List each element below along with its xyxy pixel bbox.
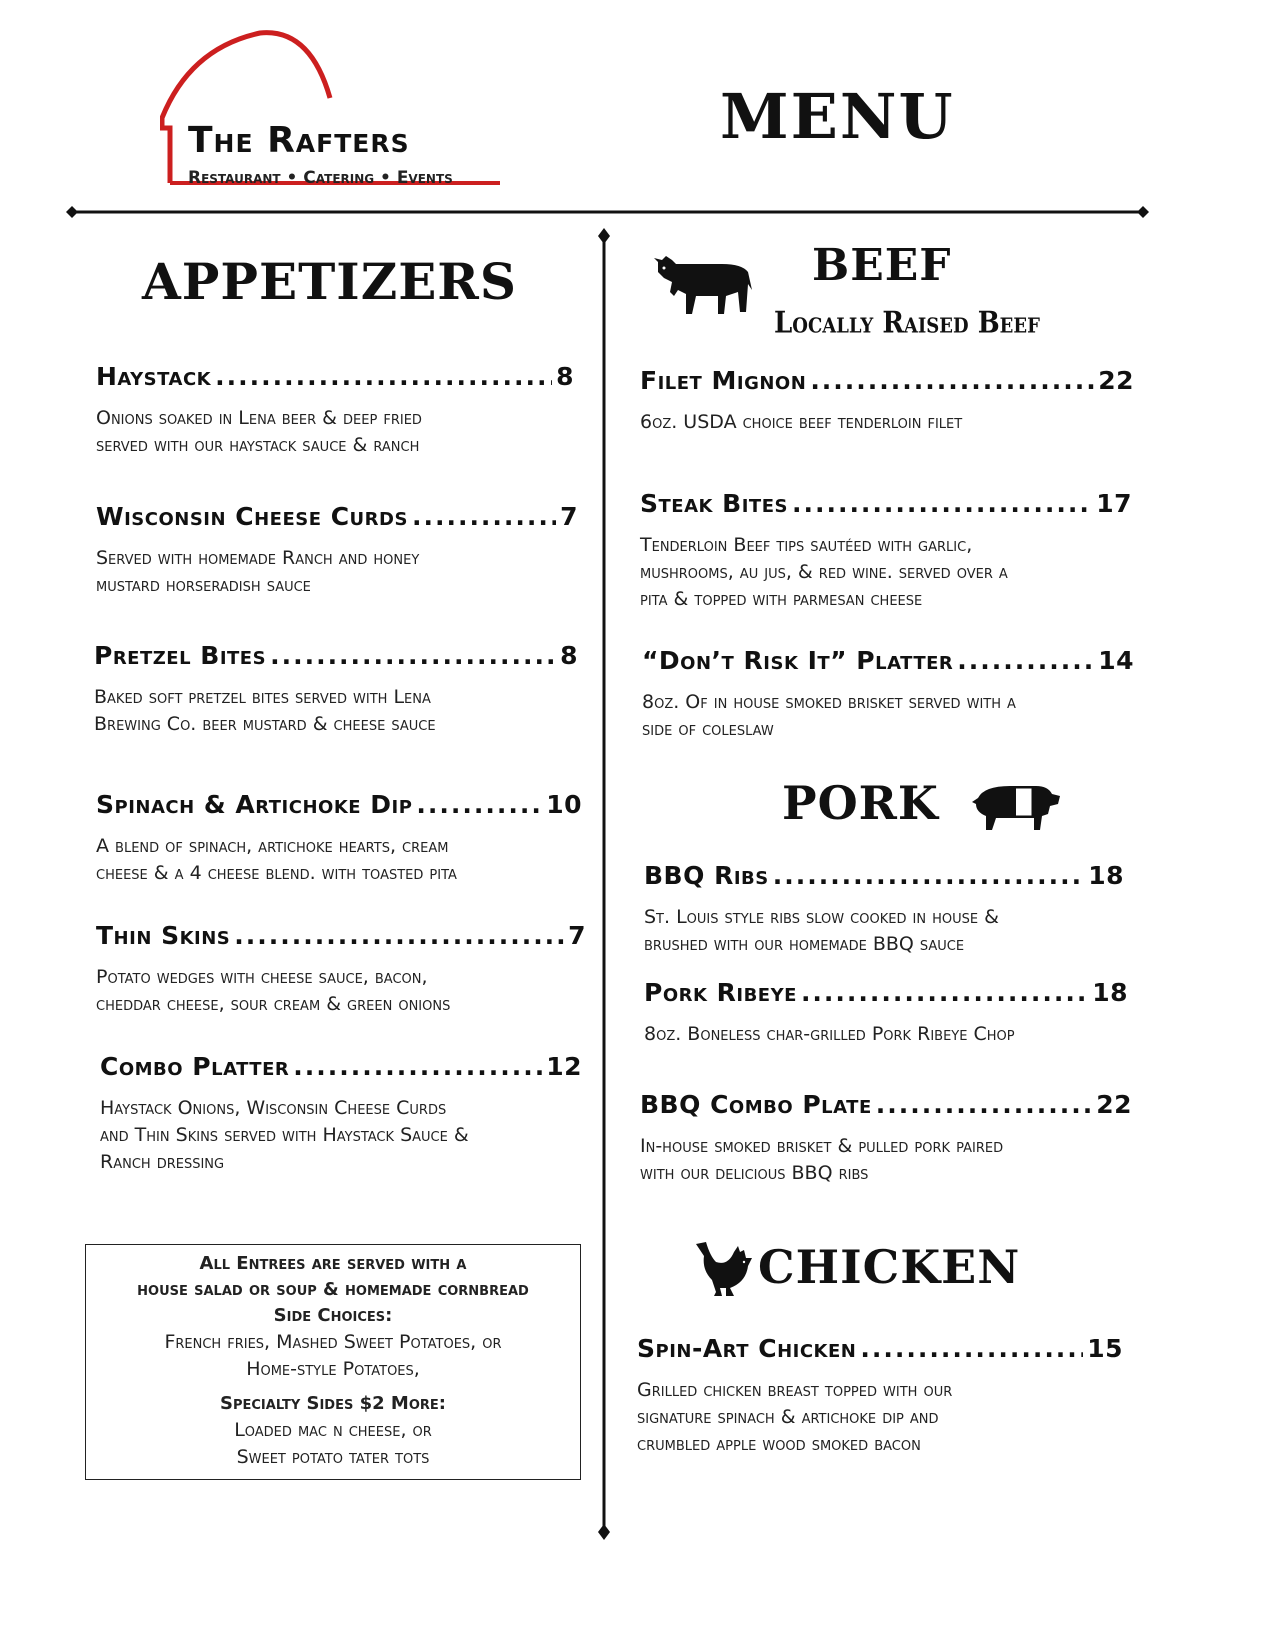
menu-item xyxy=(96,921,586,1018)
note-line: house salad or soup & homemade cornbread xyxy=(137,1279,529,1300)
appetizers-heading: APPETIZERS xyxy=(142,252,517,311)
item-desc-line: brushed with our homemade BBQ sauce xyxy=(644,933,965,955)
item-name: Spin-Art Chicken xyxy=(637,1334,857,1363)
item-desc-line: side of coleslaw xyxy=(642,718,774,740)
pig-icon xyxy=(970,780,1062,834)
item-desc-line: Potato wedges with cheese sauce, bacon, xyxy=(96,966,428,988)
item-name: Wisconsin Cheese Curds xyxy=(96,502,408,531)
item-desc-line: Baked soft pretzel bites served with Lena xyxy=(94,686,431,708)
menu-item xyxy=(640,366,1134,436)
item-desc-line: mushrooms, au jus, & red wine. served over a xyxy=(640,561,1008,583)
item-name: Thin Skins xyxy=(96,921,231,950)
logo-tagline: Restaurant • Catering • Events xyxy=(188,168,453,188)
item-desc-line: Tenderloin Beef tips sautéed with garlic, xyxy=(640,534,973,556)
side-choices-label: Side Choices: xyxy=(273,1305,393,1326)
item-desc-line: A blend of spinach, artichoke hearts, cream xyxy=(96,835,449,857)
logo-name: The Rafters xyxy=(188,120,410,161)
item-name: Pork Ribeye xyxy=(644,978,797,1007)
menu-item xyxy=(642,646,1134,743)
menu-item xyxy=(96,790,582,887)
item-price: 12 xyxy=(546,1052,582,1081)
note-line: French fries, Mashed Sweet Potatoes, or xyxy=(164,1331,502,1353)
item-desc-line: cheddar cheese, sour cream & green onions xyxy=(96,993,451,1015)
chicken-heading: CHICKEN xyxy=(758,1240,1021,1294)
item-desc-line: 8oz. Boneless char-grilled Pork Ribeye Chop xyxy=(644,1023,1015,1045)
specialty-sides-label: Specialty Sides $2 More: xyxy=(220,1393,446,1414)
item-name: Steak Bites xyxy=(640,489,788,518)
item-desc-line: Brewing Co. beer mustard & cheese sauce xyxy=(94,713,436,735)
item-price: 7 xyxy=(568,921,586,950)
item-desc-line: 6oz. USDA choice beef tenderloin filet xyxy=(640,411,963,433)
item-desc-line: pita & topped with parmesan cheese xyxy=(640,588,923,610)
item-price: 15 xyxy=(1087,1334,1123,1363)
note-line: All Entrees are served with a xyxy=(199,1253,467,1274)
item-price: 22 xyxy=(1098,366,1134,395)
note-line: Sweet potato tater tots xyxy=(236,1446,430,1468)
item-desc-line: In-house smoked brisket & pulled pork paired xyxy=(640,1135,1004,1157)
item-price: 22 xyxy=(1096,1090,1132,1119)
item-desc-line: served with our haystack sauce & ranch xyxy=(96,434,420,456)
item-name: Pretzel Bites xyxy=(94,641,267,670)
menu-item xyxy=(637,1334,1123,1458)
pork-heading: PORK xyxy=(782,776,939,830)
item-desc-line: and Thin Skins served with Haystack Sauce & xyxy=(100,1124,469,1146)
beef-subheading: Locally Raised Beef xyxy=(774,306,1040,341)
item-desc-line: St. Louis style ribs slow cooked in house & xyxy=(644,906,999,928)
item-price: 10 xyxy=(546,790,582,819)
item-price: 17 xyxy=(1096,489,1132,518)
item-price: 8 xyxy=(556,362,574,391)
item-price: 7 xyxy=(560,502,578,531)
item-price: 18 xyxy=(1088,861,1124,890)
item-desc-line: 8oz. Of in house smoked brisket served with a xyxy=(642,691,1016,713)
item-name: Combo Platter xyxy=(100,1052,290,1081)
menu-item xyxy=(644,978,1128,1048)
item-desc-line: cheese & a 4 cheese blend. with toasted pita xyxy=(96,862,457,884)
item-desc-line: Onions soaked in Lena beer & deep fried xyxy=(96,407,422,429)
item-name: Spinach & Artichoke Dip xyxy=(96,790,413,819)
item-desc-line: with our delicious BBQ ribs xyxy=(640,1162,869,1184)
note-line: Loaded mac n cheese, or xyxy=(234,1419,432,1441)
chicken-icon xyxy=(694,1236,756,1298)
menu-title: MENU xyxy=(720,80,955,153)
item-desc-line: Served with homemade Ranch and honey xyxy=(96,547,420,569)
item-desc-line: Ranch dressing xyxy=(100,1151,225,1173)
item-desc-line: mustard horseradish sauce xyxy=(96,574,311,596)
sides-note-box xyxy=(85,1244,581,1480)
item-desc-line: crumbled apple wood smoked bacon xyxy=(637,1433,921,1455)
item-desc-line: signature spinach & artichoke dip and xyxy=(637,1406,939,1428)
menu-item xyxy=(100,1052,582,1176)
menu-item xyxy=(96,502,578,599)
item-desc-line: Grilled chicken breast topped with our xyxy=(637,1379,953,1401)
menu-item xyxy=(644,861,1124,958)
beef-heading: BEEF xyxy=(812,240,952,291)
menu-item xyxy=(640,489,1132,613)
item-name: “Don’t Risk It” Platter xyxy=(642,646,954,675)
item-name: Filet Mignon xyxy=(640,366,807,395)
menu-item xyxy=(640,1090,1132,1187)
menu-item xyxy=(96,362,574,459)
item-price: 14 xyxy=(1098,646,1134,675)
item-name: BBQ Combo Plate xyxy=(640,1090,872,1119)
item-price: 8 xyxy=(560,641,578,670)
item-desc-line: Haystack Onions, Wisconsin Cheese Curds xyxy=(100,1097,447,1119)
item-name: Haystack xyxy=(96,362,212,391)
cow-icon xyxy=(652,250,754,318)
menu-item xyxy=(94,641,578,738)
item-price: 18 xyxy=(1092,978,1128,1007)
note-line: Home-style Potatoes, xyxy=(246,1358,420,1380)
item-name: BBQ Ribs xyxy=(644,861,769,890)
